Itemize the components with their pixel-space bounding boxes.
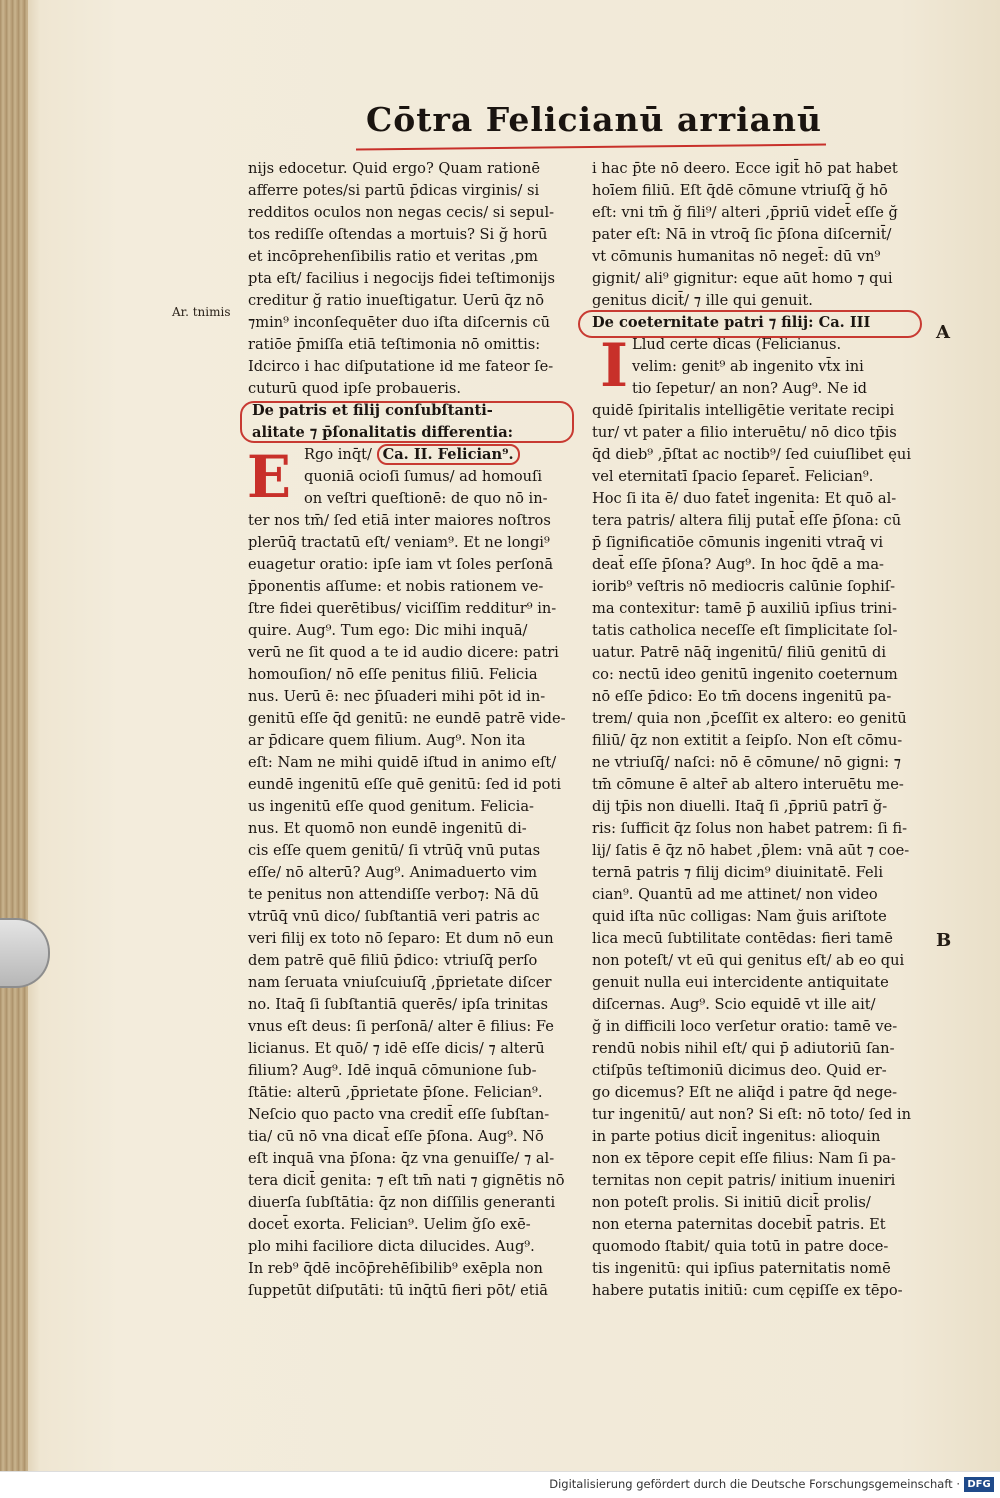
right-top-paragraph bbox=[592, 158, 918, 312]
right-text-line: ternā patris ⁊ filij dicim⁹ diuinitatē. Feli bbox=[592, 864, 883, 881]
right-text-line: co: nectū ideo genitū ingenito coeternum bbox=[592, 666, 898, 683]
left-text-line: nam ſeruata vniuſcuiuſq̄ ,p̄prietate diſcer bbox=[248, 974, 552, 991]
left-text-line: p̄ponentis aſſume: et nobis rationem ve- bbox=[248, 578, 544, 595]
right-text-line: tera patris/ altera filij putat̄ eſſe p̄ſona: cū bbox=[592, 512, 902, 529]
left-text-line: In reb⁹ q̄dē incōp̄rehēſibilib⁹ exēpla non bbox=[248, 1260, 543, 1277]
left-chapter-start bbox=[248, 444, 578, 510]
page-title: Cōtra Felicianū arrianū bbox=[366, 100, 823, 139]
right-text-line: quidē ſpiritalis intelligētie veritate recipi bbox=[592, 402, 895, 419]
initial-letter-e: E bbox=[246, 443, 292, 511]
left-text-line: afferre potes/si partū p̄dicas virginis/ si bbox=[248, 182, 540, 199]
right-text-line: tio ſepetur/ an non? Aug⁹. Ne id bbox=[632, 380, 868, 397]
left-text-line: te penitus non attendiſſe verbo⁊: Nā dū bbox=[248, 886, 539, 903]
rubric-line-1: De patris et filij conſubſtanti- bbox=[252, 402, 493, 419]
right-text-line: nō eſſe p̄dico: Eo tm̄ docens ingenitū pa- bbox=[592, 688, 892, 705]
left-initial-lines bbox=[248, 466, 578, 510]
right-text-line: ğ in difficili loco verſetur oratio: tamē ve- bbox=[592, 1018, 898, 1035]
right-column bbox=[592, 158, 918, 1299]
right-text-line: uatur. Patrē nāq̄ ingenitū/ filiū genitū di bbox=[592, 644, 887, 661]
footer-credit: Digitalisierung gefördert durch die Deutsche Forschungsgemeinschaft · bbox=[549, 1477, 960, 1491]
right-text-line: non poteſt/ vt eū qui genitus eſt/ ab eo qui bbox=[592, 952, 905, 969]
right-text-line: i hac p̄te nō deero. Ecce igit̄ hō pat habet bbox=[592, 160, 898, 177]
left-text-line: creditur ğ ratio inueſtigatur. Uerū q̄z nō bbox=[248, 292, 545, 309]
right-text-line: tur ingenitū/ aut non? Si eſt: nō toto/ ſed in bbox=[592, 1106, 911, 1123]
right-text-line: pater eſt: Nā in vtroq̄ ſic p̄ſona diſcernit̄/ bbox=[592, 226, 892, 243]
left-text-line: eſt inquā vna p̄ſona: q̄z vna genuiſſe/ ⁊ al- bbox=[248, 1150, 555, 1167]
chapter-label: Ca. II. Felician⁹. bbox=[377, 444, 520, 465]
left-text-line: eundē ingenitū eſſe quē genitū: ſed id poti bbox=[248, 776, 561, 793]
margin-letter-a: A bbox=[936, 322, 950, 343]
right-text-line: ma contexitur: tamē p̄ auxiliū ipſius trini- bbox=[592, 600, 897, 617]
right-text-line: iorib⁹ veſtris nō mediocris calūnie ſophiſ- bbox=[592, 578, 896, 595]
right-text-line: vel eternitatī ſpacio ſeparet̄. Felician⁹. bbox=[592, 468, 874, 485]
margin-note-left: Ar. tnimis bbox=[172, 305, 231, 319]
rubric-frame bbox=[240, 401, 574, 443]
left-text-line: dem patrē quē filiū p̄dico: vtriuſq̄ perſo bbox=[248, 952, 538, 969]
right-text-line: trem/ quia non ,p̄ceſſit ex altero: eo genitū bbox=[592, 710, 907, 727]
rubric-line-right: De coeternitate patri ⁊ filij: Ca. III bbox=[592, 314, 871, 331]
left-text-line: vtrūq̄ vnū dico/ ſubſtantiā veri patris ac bbox=[248, 908, 540, 925]
left-text-line: ſuppetūt diſputāti: tū inq̄tū fieri pōt/ etiā bbox=[248, 1282, 548, 1299]
left-text-line: nijs edocetur. Quid ergo? Quam rationē bbox=[248, 160, 540, 177]
left-text-line: ſtre fidei querētibus/ viciſſim redditur⁹ in- bbox=[248, 600, 557, 617]
right-text-line: quomodo ſtabit/ quia totū in patre doce- bbox=[592, 1238, 889, 1255]
right-text-line: ris: ſufficit q̄z ſolus non habet patrem: ſi fi- bbox=[592, 820, 908, 837]
left-top-paragraph bbox=[248, 158, 578, 400]
left-text-line: tera dicit̄ genita: ⁊ eſt tm̄ nati ⁊ gignētis nō bbox=[248, 1172, 565, 1189]
left-text-line: genitū eſſe q̄d genitū: ne eundē patrē vide- bbox=[248, 710, 566, 727]
title-underline bbox=[356, 144, 826, 151]
left-text-line: Neſcio quo pacto vna credit̄ eſſe ſubſtan- bbox=[248, 1106, 550, 1123]
right-text-line: non ex tēpore cepit eſſe filius: Nam ſi pa- bbox=[592, 1150, 896, 1167]
left-text-line: ar p̄dicare quem filium. Aug⁹. Non ita bbox=[248, 732, 526, 749]
left-text-line: homouſion/ nō eſſe penitus filiū. Felicia bbox=[248, 666, 538, 683]
left-text-line: cis eſſe quem genitū/ ſi vtrūq̄ vnū putas bbox=[248, 842, 541, 859]
left-text-line: plo mihi faciliore dicta dilucides. Aug⁹. bbox=[248, 1238, 535, 1255]
right-text-line: Hoc ſi ita ē/ duo fatet̄ ingenita: Et quō al- bbox=[592, 490, 897, 507]
dfg-logo: DFG bbox=[964, 1477, 994, 1492]
left-text-line: veri filij ex toto nō ſeparo: Et dum nō eun bbox=[248, 930, 554, 947]
right-body-paragraph bbox=[592, 400, 918, 1302]
left-text-line: ter nos tm̄/ ſed etiā inter maiores noſtros bbox=[248, 512, 551, 529]
right-text-line: hoīem filiū. Eſt q̄dē cōmune vtriuſq̄ ğ hō bbox=[592, 182, 888, 199]
right-text-line: q̄d dieb⁹ ,p̄ſtat ac noctib⁹/ ſed cuiuſlibet ęui bbox=[592, 446, 911, 463]
left-text-line: nus. Et quomō non eundē ingenitū di- bbox=[248, 820, 527, 837]
left-text-line: tos rediſſe oſtendas a mortuis? Si ğ horū bbox=[248, 226, 548, 243]
left-text-line: no. Itaq̄ ſi ſubſtantiā querēs/ ipſa trinitas bbox=[248, 996, 549, 1013]
right-text-line: genuit nulla eui intercidente antiquitate bbox=[592, 974, 889, 991]
right-text-line: lij/ ſatis ē q̄z nō habet ,p̄lem: vnā aūt ⁊ coe- bbox=[592, 842, 910, 859]
left-text-line: ſtātie: alterū ,p̄prietate p̄ſone. Felician⁹. bbox=[248, 1084, 543, 1101]
left-text-line: cuturū quod ipſe probaueris. bbox=[248, 380, 461, 397]
left-text-line: us ingenitū eſſe quod genitum. Felicia- bbox=[248, 798, 534, 815]
left-text-line: et incōprehenſibilis ratio et veritas ,pm bbox=[248, 248, 538, 265]
left-text-line: euagetur oratio: ipſe iam vt ſoles perſonā bbox=[248, 556, 554, 573]
left-text-line: nus. Uerū ē: nec p̄ſuaderi mihi pōt id in- bbox=[248, 688, 546, 705]
left-text-line: verū ne ſit quod a te id audio dicere: patri bbox=[248, 644, 559, 661]
left-text-line: filium? Aug⁹. Idē inquā cōmunione ſub- bbox=[248, 1062, 537, 1079]
right-text-line: genitus dicit̄/ ⁊ ille qui genuit. bbox=[592, 292, 813, 309]
rubric-line-2: alitate ⁊ p̄ſonalitatis differentia: bbox=[252, 424, 514, 441]
left-text-line: diuerſa ſubſtātia: q̄z non diſſilis generanti bbox=[248, 1194, 556, 1211]
right-text-line: tis ingenitū: qui ipſius paternitatis nomē bbox=[592, 1260, 891, 1277]
left-text-line: quire. Aug⁹. Tum ego: Dic mihi inquā/ bbox=[248, 622, 528, 639]
right-text-line: non eterna paternitas docebit̄ patris. Et bbox=[592, 1216, 886, 1233]
left-text-line: ratiōe p̄miſſa etiā teſtimonia nō omittis: bbox=[248, 336, 541, 353]
chapter-lead-line bbox=[248, 444, 578, 466]
left-text-line: redditos oculos non negas cecis/ si sepul- bbox=[248, 204, 555, 221]
page-clip bbox=[0, 918, 50, 988]
right-text-line: ne vtriuſq̄/ naſci: nō ē cōmune/ nō gigni: ⁊ bbox=[592, 754, 901, 771]
left-rubric bbox=[248, 400, 578, 444]
right-text-line: habere putatis initiū: cum cępiſſe ex tēpo- bbox=[592, 1282, 903, 1299]
right-text-line: tm̄ cōmune ē alter̄ ab altero interuētu me- bbox=[592, 776, 904, 793]
left-column bbox=[246, 158, 578, 1299]
left-body-paragraph bbox=[248, 510, 578, 1302]
left-text-line: Idcirco i hac diſputatione id me fateor ſe- bbox=[248, 358, 554, 375]
right-text-line: velim: genit⁹ ab ingenito vt̄x ini bbox=[632, 358, 864, 375]
initial-letter-i: I bbox=[599, 331, 629, 401]
footer-bar bbox=[0, 1471, 1000, 1498]
chapter-lead-text: Rgo inq̄t/ bbox=[304, 446, 372, 463]
right-text-line: filiū/ q̄z non extitit a ſeipſo. Non eſt cōmu- bbox=[592, 732, 903, 749]
right-text-line: deat̄ eſſe p̄ſona? Aug⁹. In hoc q̄dē a ma- bbox=[592, 556, 884, 573]
left-text-line: tia/ cū nō vna dicat̄ eſſe p̄ſona. Aug⁹. Nō bbox=[248, 1128, 544, 1145]
right-text-line: ternitas non cepit patris/ initium inueniri bbox=[592, 1172, 896, 1189]
left-text-line: docet̄ exorta. Felician⁹. Uelim ğſo exē- bbox=[248, 1216, 531, 1233]
right-text-line: vt cōmunis humanitas nō neget̄: dū vn⁹ bbox=[592, 248, 881, 265]
left-text-line: eſſe/ nō alterū? Aug⁹. Animaduerto vim bbox=[248, 864, 538, 881]
right-chapter-start bbox=[592, 331, 918, 401]
left-text-line: quoniā ocioſi ſumus/ ad homouſi bbox=[304, 468, 543, 485]
right-text-line: tur/ vt pater a filio interuētu/ nō dico tp̄is bbox=[592, 424, 897, 441]
right-text-line: quid iſta nūc colligas: Nam ğuis ariſtote bbox=[592, 908, 887, 925]
right-text-line: tatis catholica neceſſe eſt ſimplicitate ſol- bbox=[592, 622, 898, 639]
right-text-line: lica mecū ſubtilitate contēdas: fieri tamē bbox=[592, 930, 893, 947]
left-text-line: vnus eſt deus: ſi perſonā/ alter ē filius: Fe bbox=[248, 1018, 554, 1035]
left-text-line: licianus. Et quō/ ⁊ idē eſſe dicis/ ⁊ alterū bbox=[248, 1040, 545, 1057]
right-text-line: diſcernas. Aug⁹. Scio equidē vt ille ait/ bbox=[592, 996, 876, 1013]
right-text-line: in parte potius dicit̄ ingenitus: alioquin bbox=[592, 1128, 881, 1145]
left-text-line: eſt: Nam ne mihi quidē iſtud in animo eſt/ bbox=[248, 754, 557, 771]
margin-letter-b: B bbox=[936, 930, 952, 951]
right-initial-lines bbox=[592, 331, 918, 401]
right-text-line: eſt: vni tm̄ ğ fili⁹/ alteri ,p̄priū videt̄ eſſe ğ bbox=[592, 204, 898, 221]
right-text-line: dij tp̄is non diuelli. Itaq̄ ſi ,p̄priū patrī ğ- bbox=[592, 798, 888, 815]
right-text-line: p̄ ſignificatiōe cōmunis ingeniti vtraq̄ vi bbox=[592, 534, 884, 551]
left-text-line: ⁊min⁹ inconſequēter duo iſta diſcernis cū bbox=[248, 314, 551, 331]
book-spine bbox=[0, 0, 28, 1498]
right-text-line: cian⁹. Quantū ad me attinet/ non video bbox=[592, 886, 878, 903]
left-text-line: on veſtri queſtionē: de quo nō in- bbox=[304, 490, 548, 507]
right-text-line: rendū nobis nihil eſt/ qui p̄ adiutoriū ſan- bbox=[592, 1040, 895, 1057]
left-text-line: plerūq̄ tractatū eſt/ veniam⁹. Et ne longi⁹ bbox=[248, 534, 550, 551]
right-text-line: Llud certe dicas (Felicianus. bbox=[632, 336, 842, 353]
right-text-line: go dicemus? Eſt ne aliq̄d i patre q̄d nege- bbox=[592, 1084, 898, 1101]
right-text-line: non poteſt prolis. Si initiū dicit̄ prolis/ bbox=[592, 1194, 871, 1211]
right-rubric bbox=[592, 312, 918, 334]
right-text-line: gignit/ ali⁹ gignitur: eque aūt homo ⁊ qui bbox=[592, 270, 893, 287]
left-text-line: pta eſt/ facilius i negocijs fidei teſtimonijs bbox=[248, 270, 555, 287]
right-text-line: ctiſpūs teſtimoniū dicimus deo. Quid er- bbox=[592, 1062, 887, 1079]
